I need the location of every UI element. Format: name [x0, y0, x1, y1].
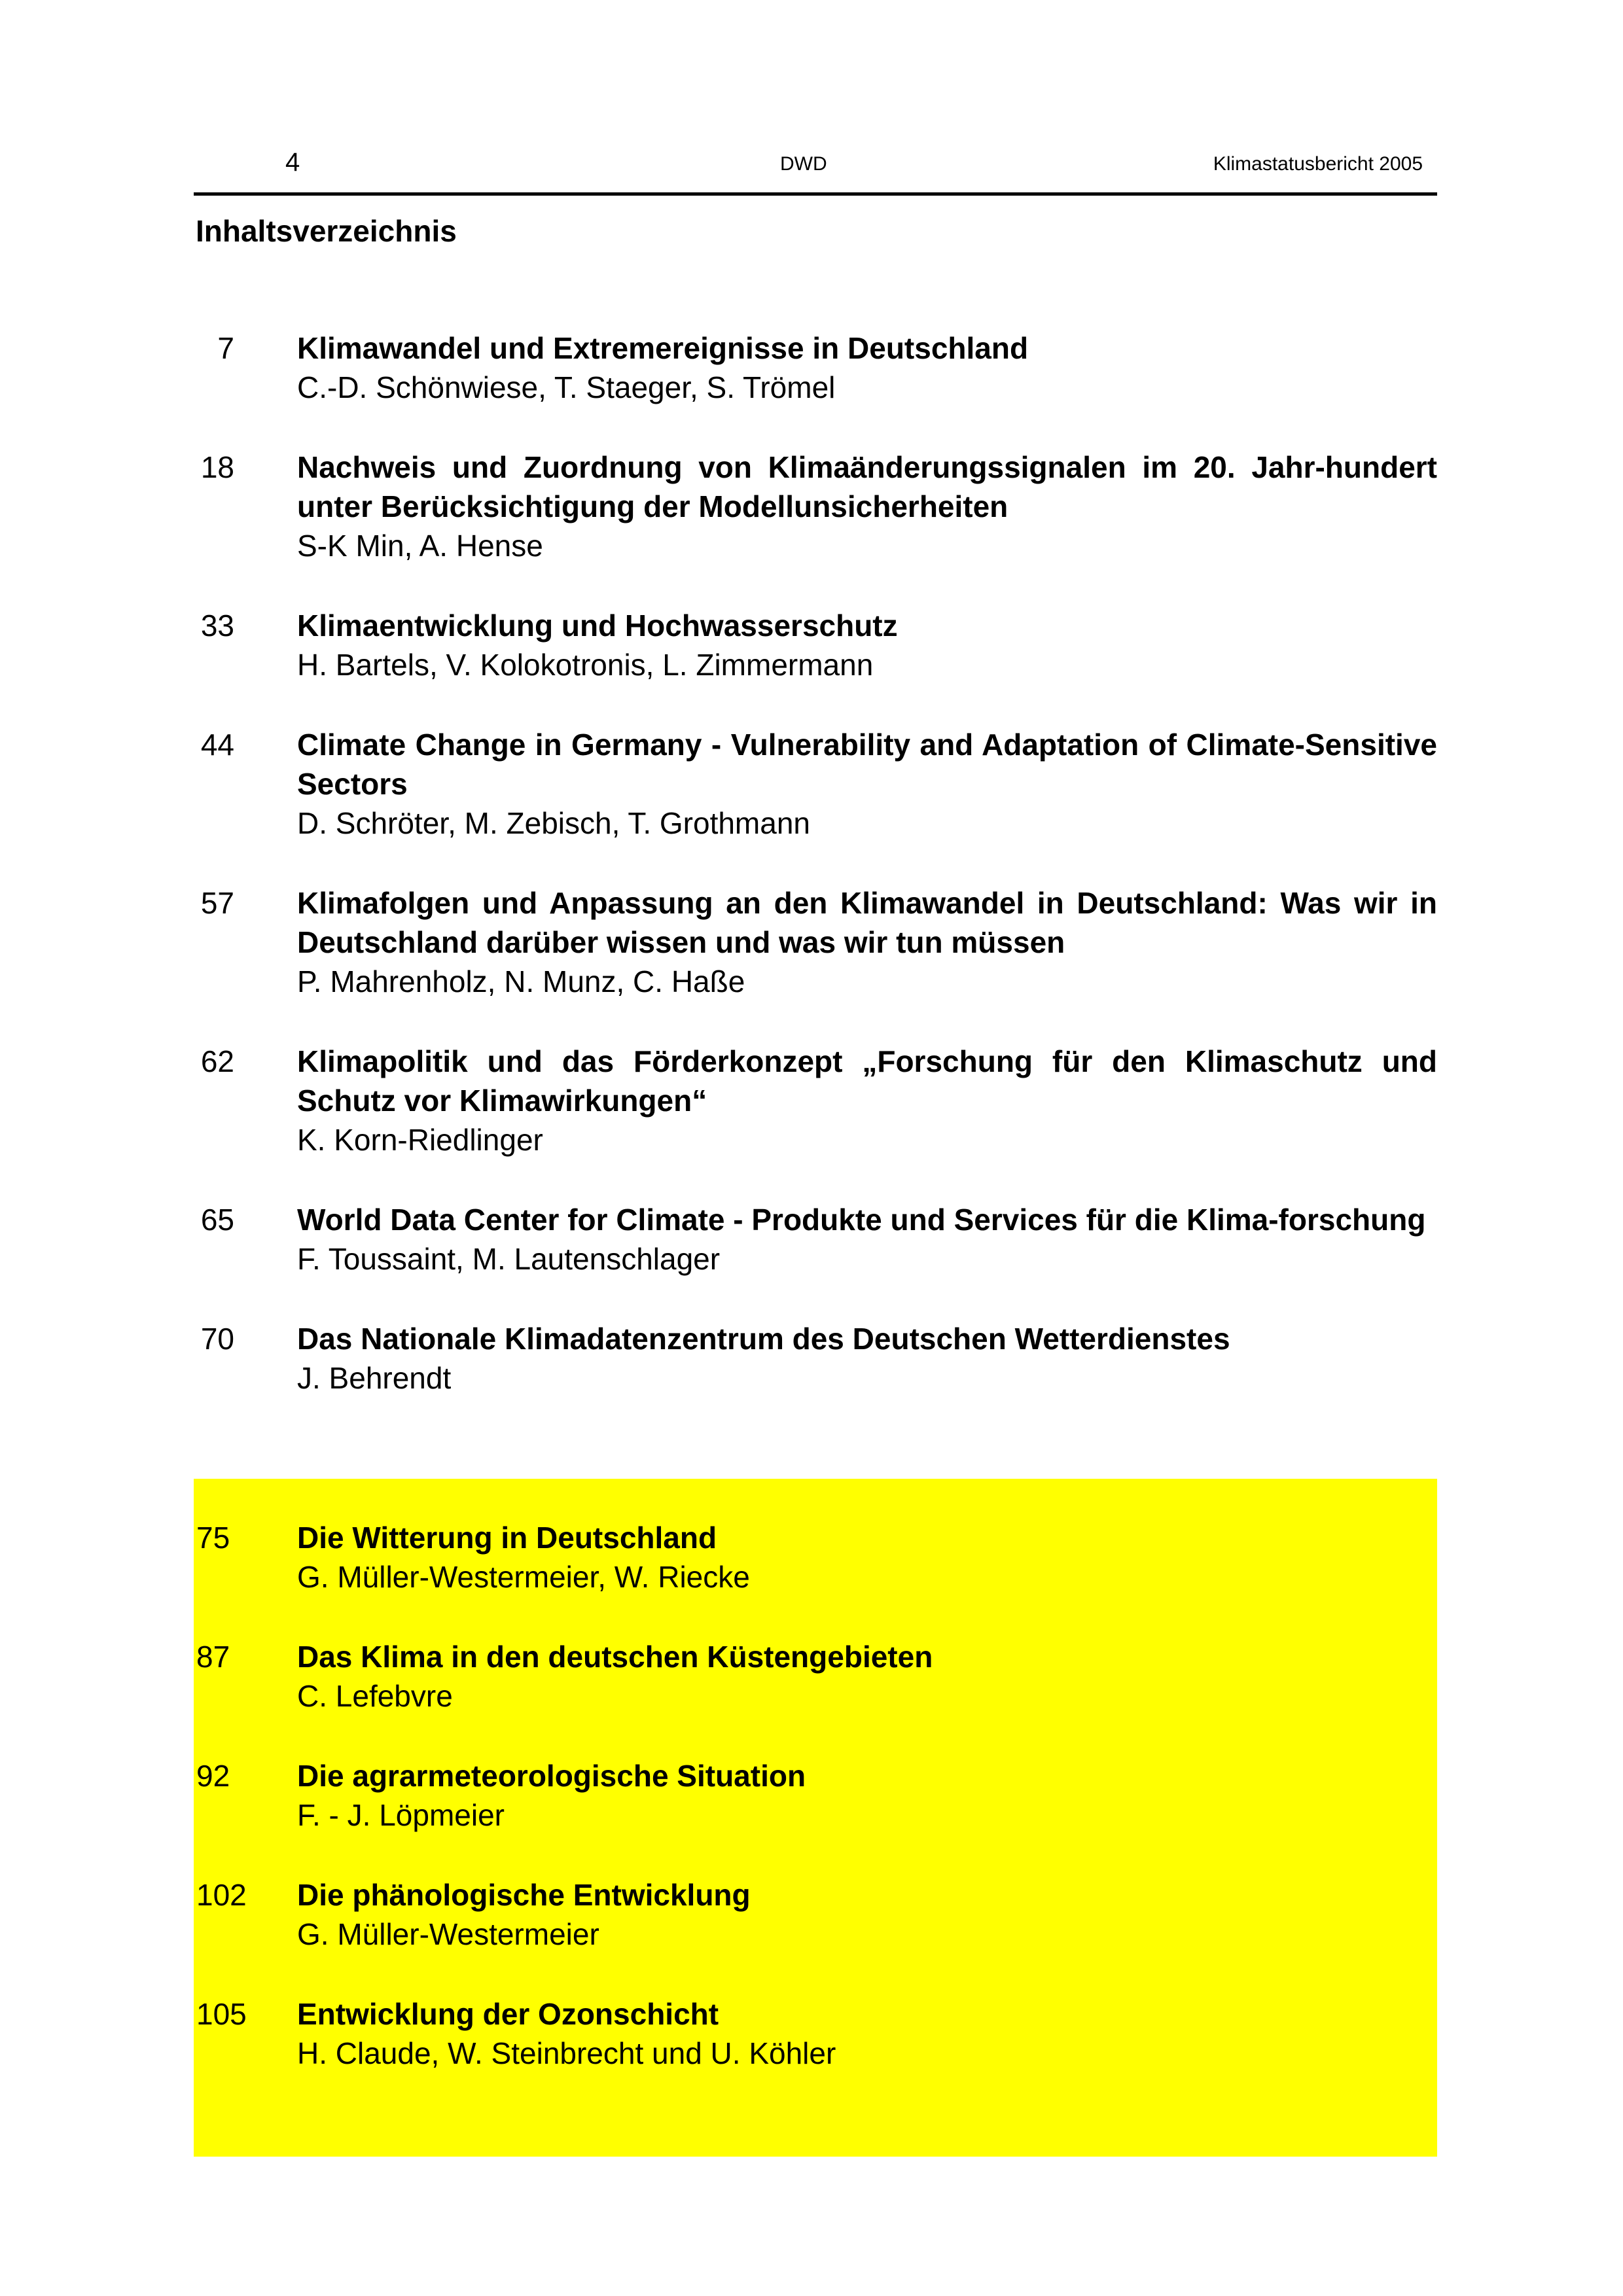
- toc-list: [194, 328, 1437, 1438]
- header-report-title: Klimastatusbericht 2005: [1213, 153, 1423, 175]
- toc-page-number: 105: [196, 1997, 247, 2031]
- toc-entry-title: Klimafolgen und Anpassung an den Klimawandel in Deutschland: Was wir in Deutschland darüber wissen und was wir tun müssen: [297, 886, 1437, 959]
- toc-entry[interactable]: [194, 1042, 1437, 1159]
- toc-page-number: 7: [217, 331, 234, 365]
- toc-heading: Inhaltsverzeichnis: [196, 214, 457, 248]
- toc-entry[interactable]: [194, 725, 1437, 843]
- toc-page-number: 33: [200, 609, 234, 643]
- toc-entry[interactable]: [194, 1200, 1437, 1279]
- toc-entry-authors: K. Korn-Riedlinger: [297, 1123, 543, 1157]
- toc-page-number: 18: [200, 450, 234, 484]
- toc-entry-authors: C. Lefebvre: [297, 1679, 453, 1713]
- toc-page-number: 65: [200, 1203, 234, 1237]
- toc-entry-authors: G. Müller-Westermeier, W. Riecke: [297, 1560, 750, 1594]
- toc-entry[interactable]: [194, 606, 1437, 684]
- toc-entry-title: Die agrarmeteorologische Situation: [297, 1759, 806, 1793]
- toc-entry-title: Klimapolitik und das Förderkonzept „Forschung für den Klimaschutz und Schutz vor Klimawirkungen“: [297, 1044, 1437, 1118]
- toc-entry-authors: F. - J. Löpmeier: [297, 1798, 505, 1832]
- toc-entry-title: Klimawandel und Extremereignisse in Deutschland: [297, 331, 1029, 365]
- toc-entry-authors: C.-D. Schönwiese, T. Staeger, S. Trömel: [297, 370, 836, 404]
- toc-entry-title: Klimaentwicklung und Hochwasserschutz: [297, 609, 898, 643]
- toc-page-number: 102: [196, 1878, 247, 1912]
- toc-entry-title: Das Klima in den deutschen Küstengebieten: [297, 1640, 933, 1674]
- toc-entry-authors: G. Müller-Westermeier: [297, 1917, 599, 1951]
- header-org: DWD: [780, 153, 827, 175]
- toc-entry-highlighted[interactable]: [194, 1637, 1437, 1716]
- highlighted-toc-list: [194, 1518, 1437, 2113]
- toc-entry-title: Nachweis und Zuordnung von Klimaänderungssignalen im 20. Jahr-hundert unter Berücksichtigung der Modellunsicherheiten: [297, 450, 1437, 523]
- toc-entry-highlighted[interactable]: [194, 1875, 1437, 1954]
- toc-entry[interactable]: [194, 328, 1437, 407]
- toc-entry-authors: D. Schröter, M. Zebisch, T. Grothmann: [297, 806, 810, 840]
- toc-page-number: 70: [200, 1322, 234, 1356]
- toc-entry-highlighted[interactable]: [194, 1756, 1437, 1835]
- toc-page-number: 44: [200, 728, 234, 762]
- toc-page-number: 87: [196, 1640, 230, 1674]
- toc-entry[interactable]: [194, 883, 1437, 1001]
- toc-entry-title: Die Witterung in Deutschland: [297, 1521, 717, 1555]
- toc-entry[interactable]: [194, 448, 1437, 565]
- toc-entry-title: Climate Change in Germany - Vulnerability and Adaptation of Climate-Sensitive Sectors: [297, 728, 1437, 801]
- toc-entry-title: Die phänologische Entwicklung: [297, 1878, 751, 1912]
- page-number: 4: [285, 148, 300, 177]
- page-header: [194, 145, 1437, 196]
- toc-page-number: 57: [200, 886, 234, 920]
- toc-page-number: 92: [196, 1759, 230, 1793]
- toc-entry[interactable]: [194, 1319, 1437, 1398]
- toc-entry-authors: S-K Min, A. Hense: [297, 529, 543, 563]
- toc-entry-authors: J. Behrendt: [297, 1361, 452, 1395]
- toc-entry-title: Entwicklung der Ozonschicht: [297, 1997, 719, 2031]
- toc-entry-highlighted[interactable]: [194, 1994, 1437, 2073]
- toc-entry-title: World Data Center for Climate - Produkte und Services für die Klima-forschung: [297, 1203, 1426, 1237]
- toc-entry-authors: P. Mahrenholz, N. Munz, C. Haße: [297, 964, 745, 998]
- toc-page-number: 75: [196, 1521, 230, 1555]
- toc-page-number: 62: [200, 1044, 234, 1078]
- toc-entry-title: Das Nationale Klimadatenzentrum des Deutschen Wetterdienstes: [297, 1322, 1230, 1356]
- toc-entry-authors: F. Toussaint, M. Lautenschlager: [297, 1242, 721, 1276]
- toc-entry-authors: H. Claude, W. Steinbrecht und U. Köhler: [297, 2036, 836, 2070]
- toc-entry-authors: H. Bartels, V. Kolokotronis, L. Zimmermann: [297, 648, 874, 682]
- toc-entry-highlighted[interactable]: [194, 1518, 1437, 1597]
